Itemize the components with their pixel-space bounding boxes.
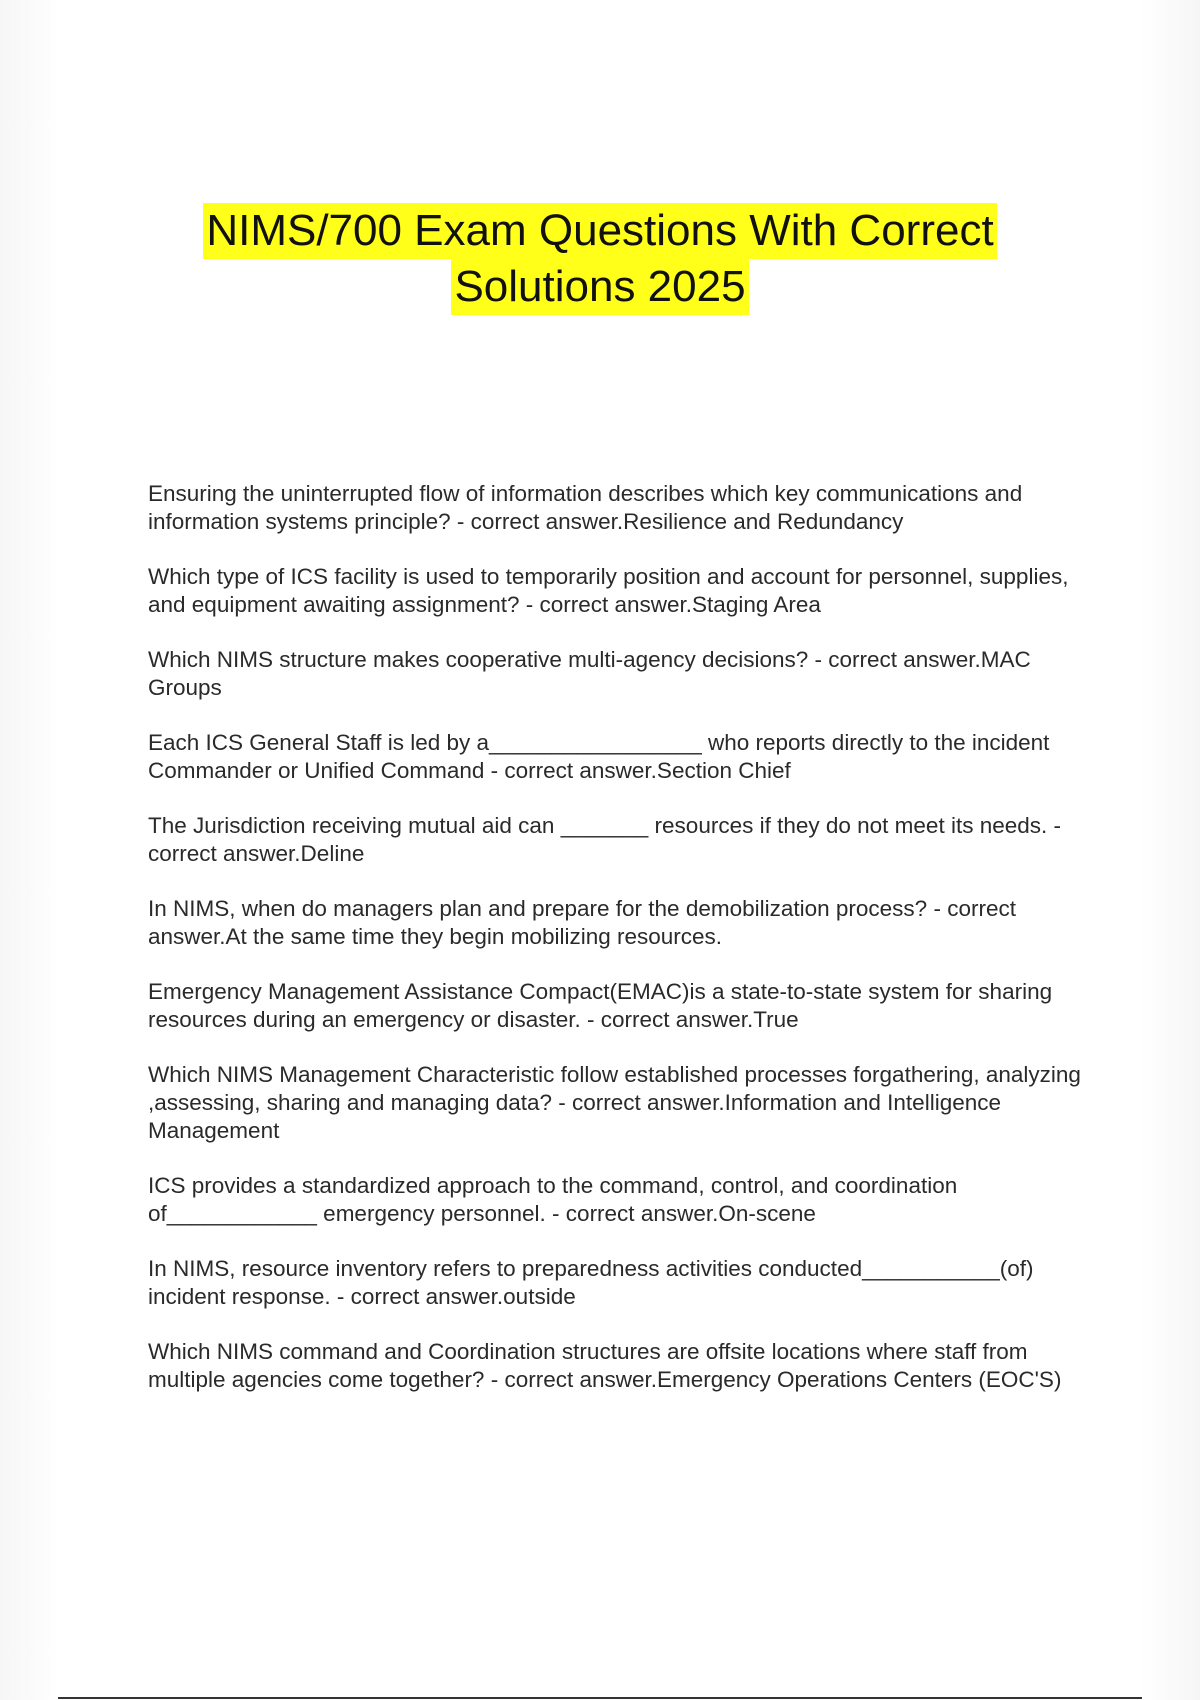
question-item-2: Which type of ICS facility is used to temporarily position and account for personnel, supplies, and equipment awaiting assignment? - correct answer.Staging Area bbox=[148, 564, 1069, 617]
question-item-3: Which NIMS structure makes cooperative multi-agency decisions? - correct answer.MAC Groups bbox=[148, 647, 1031, 700]
question-item-9: ICS provides a standardized approach to the command, control, and coordination of____________ emergency personnel. - correct answer.On-scene bbox=[148, 1173, 958, 1226]
question-item-4: Each ICS General Staff is led by a_________________ who reports directly to the incident Commander or Unified Command - correct answer.Section Chief bbox=[148, 730, 1050, 783]
question-item-11: Which NIMS command and Coordination structures are offsite locations where staff from multiple agencies come together? - correct answer.Emergency Operations Centers (EOC'S) bbox=[148, 1339, 1062, 1392]
question-item-1: Ensuring the uninterrupted flow of information describes which key communications and information systems principle? - correct answer.Resilience and Redundancy bbox=[148, 481, 1023, 534]
question-item-8: Which NIMS Management Characteristic follow established processes forgathering, analyzing ,assessing, sharing and managing data? - correct answer.Information and Intelligence Management bbox=[148, 1062, 1081, 1143]
document-title bbox=[0, 203, 1200, 315]
question-item-7: Emergency Management Assistance Compact(EMAC)is a state-to-state system for sharing resources during an emergency or disaster. - correct answer.True bbox=[148, 979, 1053, 1032]
title-line-1: NIMS/700 Exam Questions With Correct bbox=[203, 203, 996, 259]
question-item-10: In NIMS, resource inventory refers to preparedness activities conducted___________(of) incident response. - correct answer.outside bbox=[148, 1256, 1034, 1309]
question-item-5: The Jurisdiction receiving mutual aid can _______ resources if they do not meet its needs. - correct answer.Deline bbox=[148, 813, 1061, 866]
title-line-2: Solutions 2025 bbox=[451, 259, 748, 315]
question-list bbox=[148, 480, 1093, 1421]
question-item-6: In NIMS, when do managers plan and prepare for the demobilization process? - correct answer.At the same time they begin mobilizing resources. bbox=[148, 896, 1016, 949]
page-bottom-rule bbox=[58, 1697, 1142, 1699]
